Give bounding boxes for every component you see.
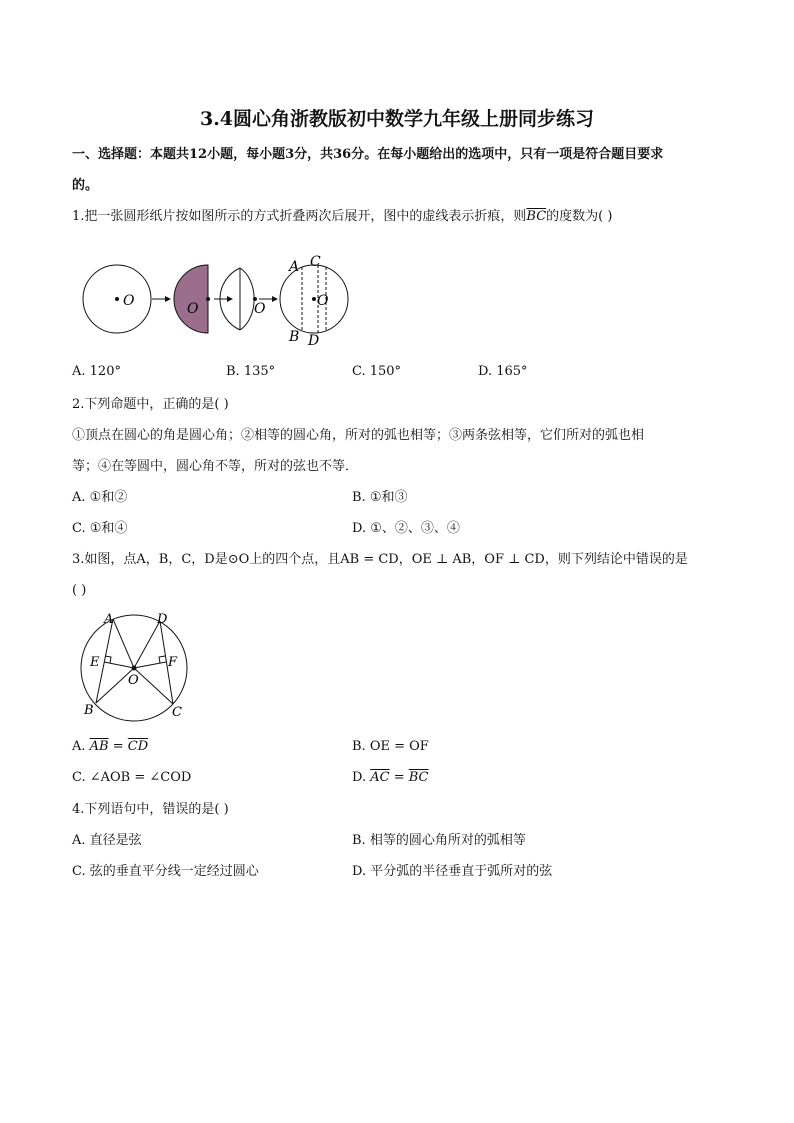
page-title: 3.4圆心角浙教版初中数学九年级上册同步练习 <box>199 108 595 130</box>
q3-center-dot <box>132 666 137 671</box>
q3-option-a-arc2: $\overline{CD}$ <box>127 739 149 754</box>
q3-stem-paren: ( ) <box>72 583 87 598</box>
q2-option-d: D. ①、②、③、④ <box>352 521 460 536</box>
q1-label-d: D <box>308 333 320 349</box>
q2-option-c: C. ①和④ <box>72 521 128 536</box>
q1-stem-text: 1.把一张圆形纸片按如图所示的方式折叠两次后展开，图中的虚线表示折痕，则 <box>72 209 527 224</box>
q3-label-e: E <box>90 655 100 670</box>
q4-option-d: D. 平分弧的半径垂直于弧所对的弦 <box>352 864 553 879</box>
q4-option-c: C. 弦的垂直平分线一定经过圆心 <box>72 864 259 879</box>
q1-label-o4: O <box>317 293 329 309</box>
section-heading-line1: 一、选择题：本题共12小题，每小题3分，共36分。在每小题给出的选项中，只有一项是符合题目要求 <box>72 147 664 162</box>
q4-option-a: A. 直径是弦 <box>72 833 142 848</box>
q3-option-d-arc2: $\overline{BC}$ <box>408 770 429 785</box>
q2-stem: 2.下列命题中，正确的是( ) <box>72 397 229 412</box>
q2-body-line2: 等；④在等圆中，圆心角不等，所对的弦也不等． <box>72 459 359 474</box>
q3-radius-oc <box>134 668 173 704</box>
q3-option-a-prefix: A. <box>72 739 90 754</box>
q1-label-c: C <box>310 254 321 270</box>
q3-option-d <box>352 769 429 787</box>
q3-option-c: C. ∠AOB = ∠COD <box>72 770 192 785</box>
q1-stem-end: 的度数为( ) <box>546 209 613 224</box>
q1-label-b: B <box>289 329 300 345</box>
q3-option-b: B. OE = OF <box>352 739 429 754</box>
q3-perp-oe <box>104 662 134 668</box>
q1-label-a: A <box>289 259 300 275</box>
q3-option-a-arc1: $\overline{AB}$ <box>89 739 109 754</box>
q1-option-c: C. 150° <box>352 364 402 379</box>
q3-stem: 3.如图，点A，B，C，D是⊙O上的四个点，且AB = CD，OE ⊥ AB，OF ⊥ CD，则下列结论中错误的是 <box>72 552 688 567</box>
q1-arc-bc: $\overline{BC}$ <box>526 209 547 224</box>
q3-option-d-eq: = <box>389 770 409 785</box>
q2-option-a: A. ①和② <box>72 490 128 505</box>
q3-label-c: C <box>172 705 182 720</box>
q2-option-b: B. ①和③ <box>352 490 408 505</box>
q1-option-b: B. 135° <box>226 364 276 379</box>
q3-option-a-eq: = <box>108 739 128 754</box>
q1-label-o3: O <box>254 301 266 317</box>
q3-label-a: A <box>104 612 114 627</box>
q1-label-o2: O <box>187 301 199 317</box>
q2-body-line1: ①顶点在圆心的角是圆心角；②相等的圆心角，所对的弧也相等；③两条弦相等，它们所对的弧也相 <box>72 428 645 443</box>
q4-stem: 4.下列语句中，错误的是( ) <box>72 802 229 817</box>
q3-option-d-arc1: $\overline{AC}$ <box>370 770 390 785</box>
section-heading-line2: 的。 <box>72 178 99 193</box>
q3-radius-oa <box>113 619 134 668</box>
q4-option-b: B. 相等的圆心角所对的弧相等 <box>352 833 526 848</box>
q3-label-d: D <box>157 612 168 627</box>
q3-label-b: B <box>84 703 94 718</box>
q3-radius-od <box>134 621 160 668</box>
q1-label-o1: O <box>123 293 135 309</box>
q3-perp-of <box>134 662 166 668</box>
q3-option-a <box>72 738 148 756</box>
q1-option-d: D. 165° <box>478 364 528 379</box>
q3-label-o: O <box>128 673 139 688</box>
q1-option-a: A. 120° <box>72 364 121 379</box>
q3-option-d-prefix: D. <box>352 770 371 785</box>
q3-label-f: F <box>168 655 178 670</box>
